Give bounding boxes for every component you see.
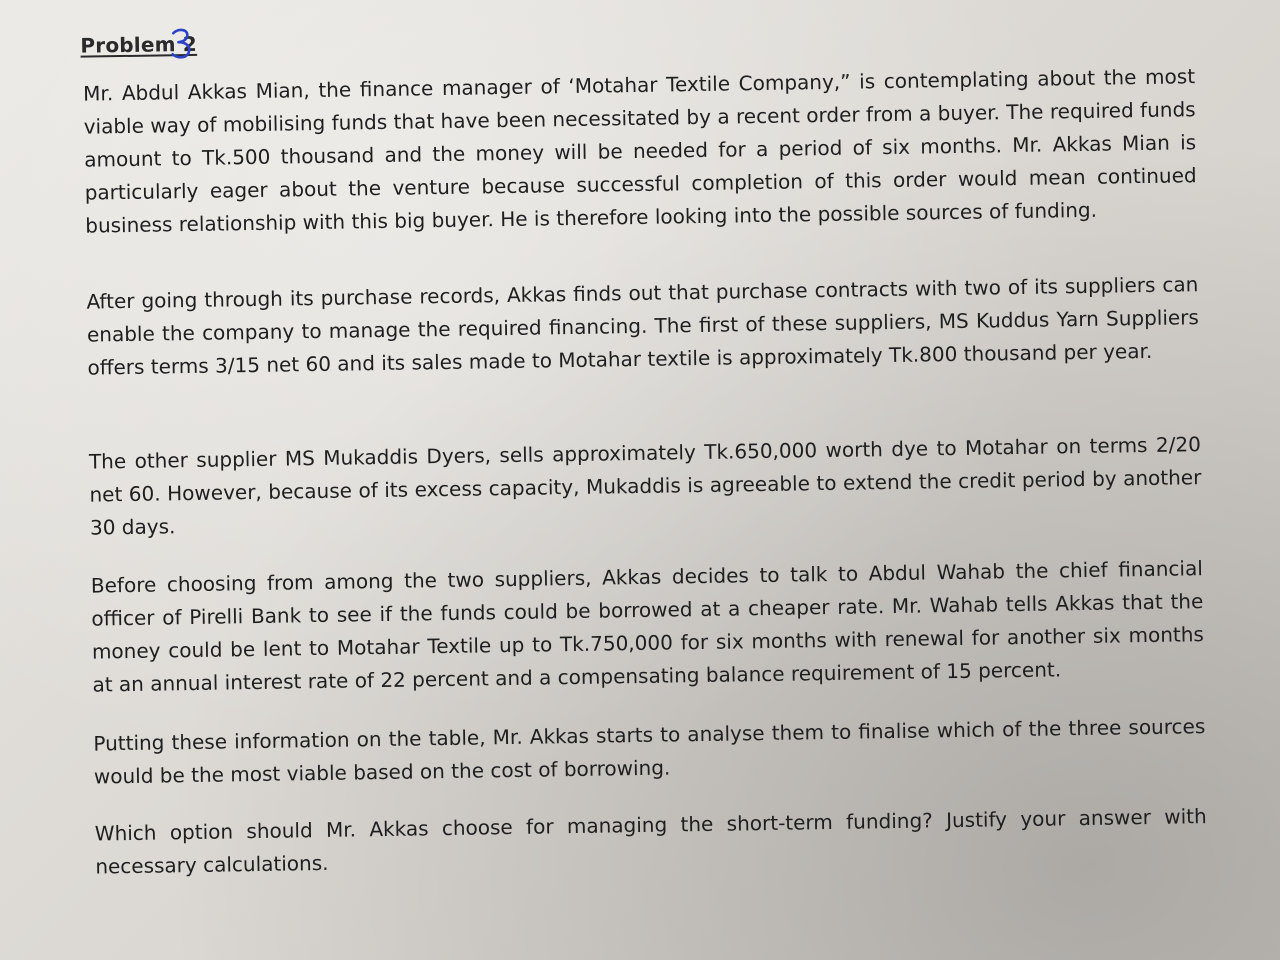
handwritten-3-icon bbox=[168, 26, 195, 60]
paragraph-background: Mr. Abdul Akkas Mian, the finance manager of ‘Motahar Textile Company,” is contemplating about the most viable way of mobilising funds that have been necessitated by a recent order from a buyer. The required funds amount to Tk.500 thousand and the money will be needed for a period of six months. Mr. Akkas Mian is particularly eager about the venture because successful completion of this order would mean continued business relationship with this big buyer. He is therefore looking into the possible sources of funding. bbox=[83, 64, 1197, 238]
document-page bbox=[60, 0, 1254, 948]
paragraph-supplier-kuddus: After going through its purchase records, Akkas finds out that purchase contracts with two of its suppliers can enable the company to manage the required financing. The first of these suppliers, MS Kuddus Yarn Suppliers offers terms 3/15 net 60 and its sales made to Motahar textile is approximately Tk.800 thousand per year. bbox=[86, 272, 1200, 380]
paragraph-bank-loan: Before choosing from among the two suppliers, Akkas decides to talk to Abdul Wahab the chief financial officer of Pirelli Bank to see if the funds could be borrowed at a cheaper rate. Mr. Wahab tells Akkas that the money could be lent to Motahar Textile up to Tk.750,000 for six months with renewal for another six months at an annual interest rate of 22 percent and a compensating balance requirement of 15 percent. bbox=[90, 556, 1205, 697]
paragraph-analysis: Putting these information on the table, Mr. Akkas starts to analyse them to finalise which of the three sources would be the most viable based on the cost of borrowing. bbox=[93, 714, 1206, 789]
problem-heading bbox=[80, 32, 197, 58]
paragraph-supplier-mukaddis: The other supplier MS Mukaddis Dyers, sells approximately Tk.650,000 worth dye to Motahar on terms 2/20 net 60. However, because of its excess capacity, Mukaddis is agreeable to extend the credit period by another 30 days. bbox=[88, 432, 1202, 540]
paragraph-question: Which option should Mr. Akkas choose for managing the short-term funding? Justify your answer with necessary calculations. bbox=[94, 804, 1207, 879]
problem-heading-text: Problem 2 bbox=[80, 31, 198, 58]
